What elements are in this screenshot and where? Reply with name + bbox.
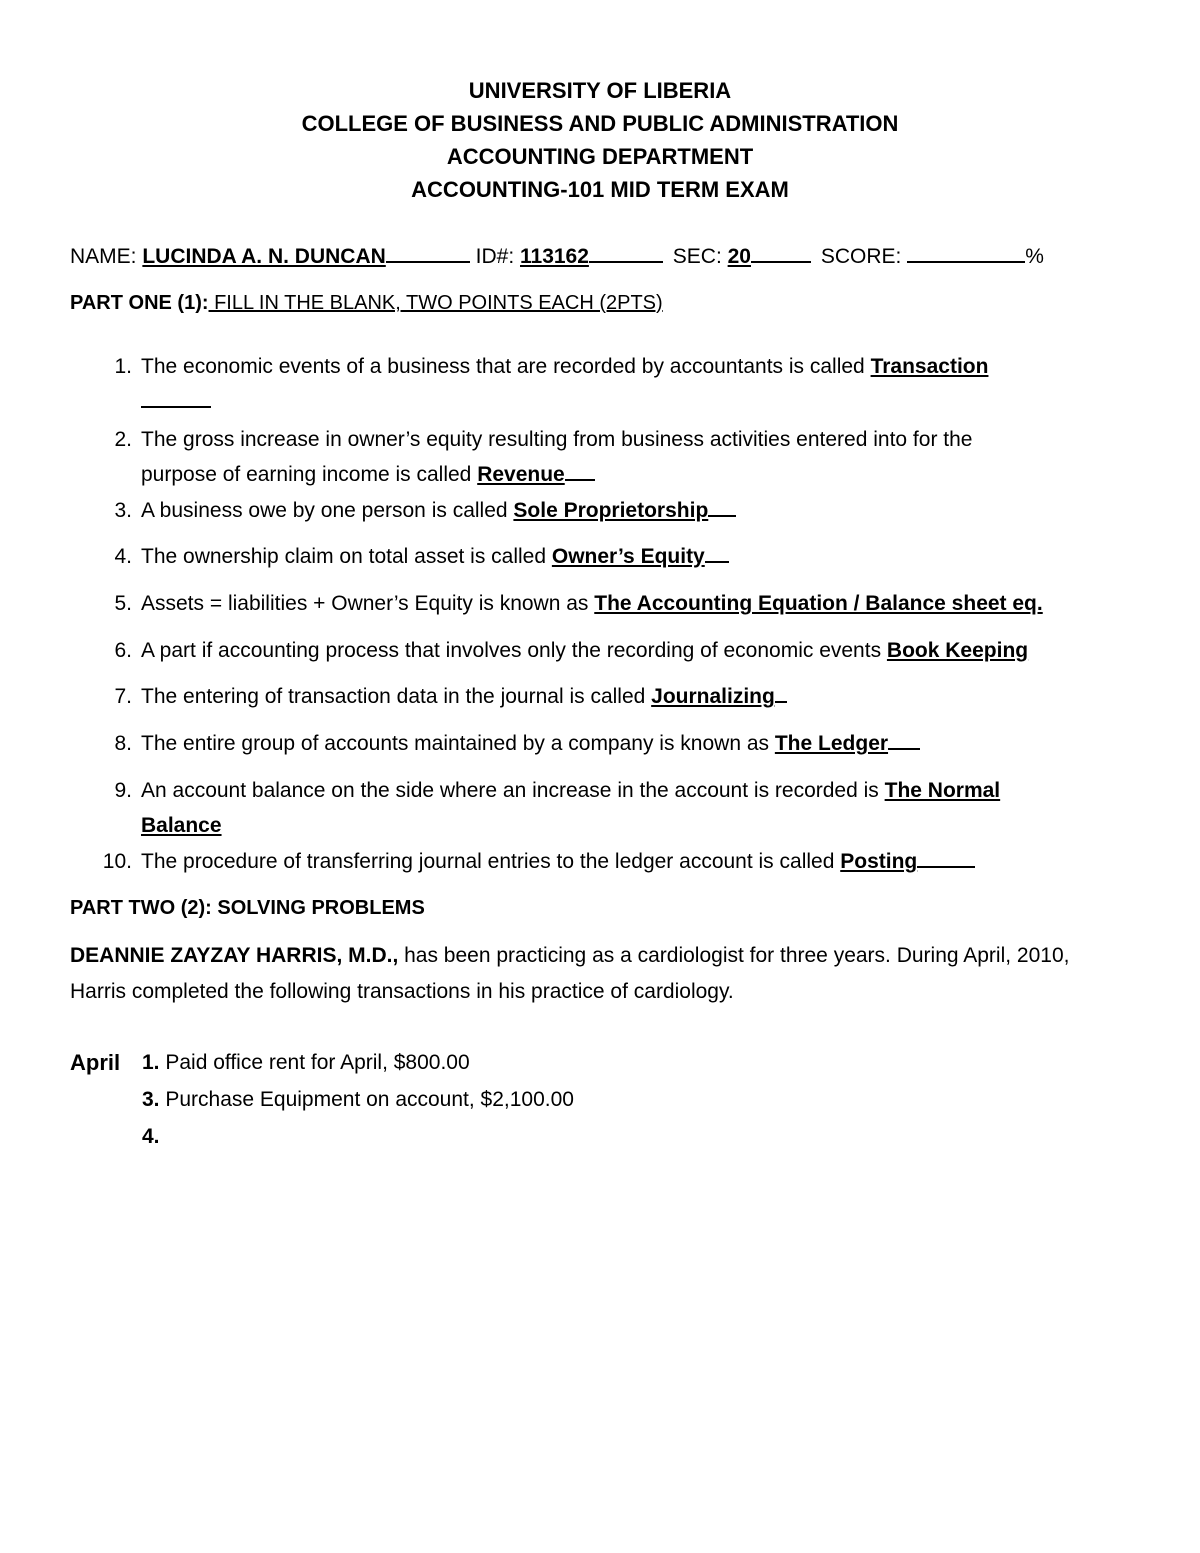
name-blank (386, 243, 470, 263)
question-number: 2. (114, 428, 132, 451)
question-number: 7. (114, 685, 132, 708)
question-text: The gross increase in owner’s equity resulting from business activities entered into for the (141, 428, 973, 451)
exam-title: ACCOUNTING-101 MID TERM EXAM (411, 177, 789, 202)
question-number: 5. (114, 592, 132, 615)
answer-line (141, 384, 1131, 419)
transaction-day: 3. (142, 1088, 160, 1111)
student-name: LUCINDA A. N. DUNCAN (142, 245, 386, 268)
question-text (141, 349, 1131, 384)
answer-blank (705, 541, 729, 563)
question-number: 10. (102, 850, 132, 873)
question-body: purpose of earning income is called (141, 463, 478, 486)
question-number: 6. (114, 639, 132, 662)
doctor-name: DEANNIE ZAYZAY HARRIS, M.D., (70, 944, 399, 967)
question-text (141, 633, 1131, 668)
exam-header (0, 74, 1200, 206)
answer-blank (888, 728, 920, 750)
department-title: ACCOUNTING DEPARTMENT (446, 144, 754, 169)
score-blank (907, 243, 1025, 263)
question-answer: Posting (840, 850, 918, 873)
part-one-instruction: FILL IN THE BLANK, TWO POINTS EACH (2PTS) (208, 292, 663, 314)
question-answer: The Accounting Equation / Balance sheet eq. (594, 592, 1043, 615)
question-answer: Sole Proprietorship (513, 499, 709, 522)
university-title: UNIVERSITY OF LIBERIA (468, 78, 732, 103)
question-body: The entire group of accounts maintained by a company is known as (141, 732, 775, 755)
id-label: ID#: (475, 245, 515, 268)
answer-blank (708, 495, 736, 517)
transaction-item (142, 1121, 160, 1153)
part-one-heading (70, 290, 663, 316)
answer-blank (917, 846, 975, 868)
part-one-title: PART ONE (1): (70, 292, 209, 314)
answer-blank (565, 459, 595, 481)
question-number: 9. (114, 779, 132, 802)
question-text (141, 586, 1131, 621)
question-number: 3. (114, 499, 132, 522)
question-text (141, 679, 1131, 714)
college-title: COLLEGE OF BUSINESS AND PUBLIC ADMINISTRATION (301, 111, 899, 136)
part-two-heading: PART TWO (2): SOLVING PROBLEMS (70, 897, 425, 919)
question-number: 1. (114, 355, 132, 378)
question-number: 8. (114, 732, 132, 755)
transaction-day: 1. (142, 1051, 160, 1074)
problem-intro: has been practicing as a cardiologist for three years. During April, 2010, Harris completed the following transactions in his practice of cardiology. (70, 944, 1070, 1003)
sec-label: SEC: (672, 245, 722, 268)
question-text (141, 493, 1131, 528)
id-blank (589, 243, 663, 263)
student-section: 20 (727, 245, 751, 268)
question-body: The economic events of a business that are recorded by accountants is called (141, 355, 871, 378)
question-text (141, 808, 1131, 843)
question-body: The ownership claim on total asset is called (141, 545, 552, 568)
student-info-line (70, 243, 1044, 270)
question-answer: Journalizing (651, 685, 775, 708)
question-answer: The Ledger (774, 732, 889, 755)
score-suffix: % (1025, 245, 1044, 268)
transaction-text: Purchase Equipment on account, $2,100.00 (159, 1088, 574, 1111)
question-number: 4. (114, 545, 132, 568)
question-text (141, 457, 1131, 492)
question-body: Assets = liabilities + Owner’s Equity is known as (141, 592, 595, 615)
sec-blank (751, 243, 811, 263)
question-body: The procedure of transferring journal entries to the ledger account is called (141, 850, 841, 873)
question-body: The entering of transaction data in the journal is called (141, 685, 652, 708)
question-answer: Owner’s Equity (551, 545, 705, 568)
question-body: An account balance on the side where an increase in the account is recorded is (141, 779, 885, 802)
question-text (141, 844, 1131, 879)
transaction-text: Paid office rent for April, $800.00 (159, 1051, 470, 1074)
question-text (141, 726, 1131, 761)
problem-statement (70, 938, 1110, 1010)
question-answer: Transaction (870, 355, 989, 378)
name-label: NAME: (70, 245, 137, 268)
question-body: A part if accounting process that involves only the recording of economic events (141, 639, 887, 662)
transaction-item (142, 1047, 470, 1079)
question-text (141, 773, 1131, 808)
question-answer: Revenue (477, 463, 565, 486)
answer-blank (141, 386, 211, 408)
question-answer: The Normal (884, 779, 1001, 802)
student-id: 113162 (520, 245, 589, 268)
question-answer: Book Keeping (886, 639, 1029, 662)
transaction-month: April (70, 1050, 121, 1075)
question-body: A business owe by one person is called (141, 499, 514, 522)
answer-blank (775, 681, 787, 703)
score-label: SCORE: (820, 245, 902, 268)
question-answer-continued: Balance (141, 814, 222, 837)
transaction-item (142, 1084, 574, 1116)
question-text (141, 539, 1131, 574)
transaction-day: 4. (142, 1125, 160, 1148)
